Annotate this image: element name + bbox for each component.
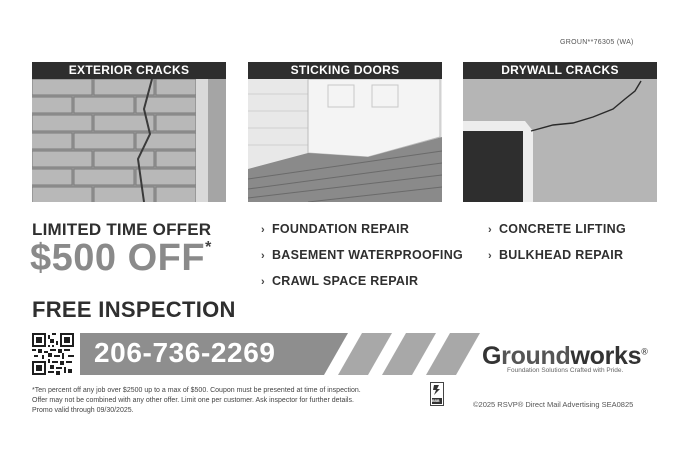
- service-label: BULKHEAD REPAIR: [498, 248, 624, 262]
- offer-asterisk: *: [205, 239, 212, 257]
- exterior-cracks-panel: [32, 62, 226, 202]
- service-label: CRAWL SPACE REPAIR: [271, 274, 419, 288]
- chevron-right-icon: ›: [261, 250, 265, 262]
- service-label: BASEMENT WATERPROOFING: [271, 248, 464, 262]
- chevron-right-icon: ›: [261, 276, 265, 288]
- offer-amount-value: $500 OFF: [30, 237, 206, 279]
- offer-headline: LIMITED TIME OFFER: [32, 220, 212, 239]
- campaign-code: GROUN**76305 (WA): [560, 39, 634, 46]
- offer-amount: [30, 237, 212, 280]
- logo-letter-g: G: [482, 342, 502, 370]
- fine-print-line: *Ten percent off any job over $2500 up to a max of $500. Coupon must be presented at time of inspection.: [32, 387, 361, 394]
- fine-print-line: Offer may not be combined with any other offer. Limit one per customer. Ask inspector for further details.: [32, 397, 354, 404]
- service-label: CONCRETE LIFTING: [498, 222, 626, 236]
- chevron-right-icon: ›: [488, 224, 492, 236]
- panel-title-sticking-doors: STICKING DOORS: [248, 62, 442, 79]
- brick-wall-photo: [32, 79, 226, 202]
- panel-title-drywall-cracks: DRYWALL CRACKS: [463, 62, 657, 79]
- service-item: [488, 248, 623, 262]
- fine-print: [32, 386, 422, 416]
- service-item: [261, 274, 418, 288]
- drywall-photo: [463, 79, 657, 202]
- drywall-cracks-panel: [463, 62, 657, 202]
- panel-title-exterior-cracks: EXTERIOR CRACKS: [32, 62, 226, 79]
- free-inspection-heading: FREE INSPECTION: [32, 297, 236, 322]
- chevron-right-icon: ›: [261, 224, 265, 236]
- qr-code[interactable]: [32, 333, 74, 375]
- brand-tagline: Foundation Solutions Crafted with Pride.: [507, 367, 624, 374]
- logo-text-works: works: [570, 342, 642, 370]
- service-item: [261, 222, 409, 236]
- door-photo: [248, 79, 442, 202]
- fine-print-line: Promo valid through 09/30/2025.: [32, 407, 134, 414]
- sticking-doors-panel: [248, 62, 442, 202]
- registered-mark: ®: [641, 346, 648, 357]
- service-item: [261, 248, 463, 262]
- chevron-right-icon: ›: [488, 250, 492, 262]
- logo-text-round: round: [501, 342, 571, 370]
- copyright-notice: ©2025 RSVP® Direct Mail Advertising SEA0825: [473, 400, 634, 409]
- phone-number[interactable]: 206-736-2269: [94, 337, 276, 368]
- service-item: [488, 222, 626, 236]
- service-label: FOUNDATION REPAIR: [271, 222, 410, 236]
- bbb-label: BBB: [432, 399, 440, 403]
